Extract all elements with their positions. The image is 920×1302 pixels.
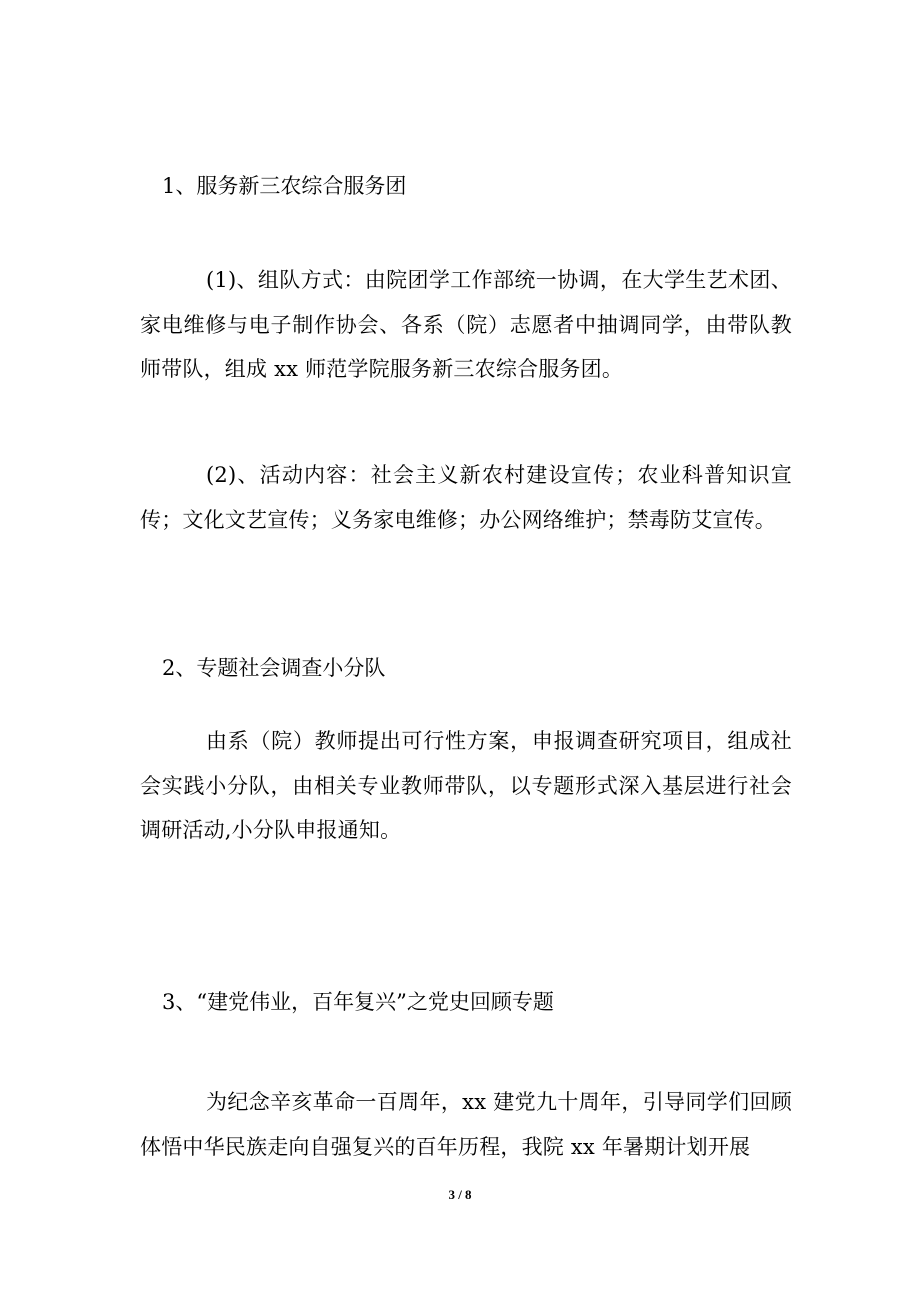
section-2-heading: 2、专题社会调查小分队 xyxy=(162,656,386,680)
section-1-heading: 1、服务新三农综合服务团 xyxy=(162,174,407,198)
section-3-paragraph-1: 为纪念辛亥革命一百周年，xx 建党九十周年，引导同学们回顾体悟中华民族走向自强复兴的百年历程，我院 xx 年暑期计划开展 xyxy=(140,1090,792,1159)
section-1-paragraph-2: (2)、活动内容：社会主义新农村建设宣传；农业科普知识宣传；文化文艺宣传；义务家电维修；办公网络维护；禁毒防艾宣传。 xyxy=(140,463,792,532)
page-number: 3 / 8 xyxy=(448,1187,472,1202)
section-3-heading: 3、“建党伟业，百年复兴”之党史回顾专题 xyxy=(162,990,554,1014)
section-1-paragraph-1: (1)、组队方式：由院团学工作部统一协调，在大学生艺术团、家电维修与电子制作协会、各系（院）志愿者中抽调同学，由带队教师带队，组成 xx 师范学院服务新三农综合服务团。 xyxy=(140,268,792,381)
section-2-paragraph-1: 由系（院）教师提出可行性方案，申报调查研究项目，组成社会实践小分队，由相关专业教师带队，以专题形式深入基层进行社会调研活动,小分队申报通知。 xyxy=(140,729,792,842)
